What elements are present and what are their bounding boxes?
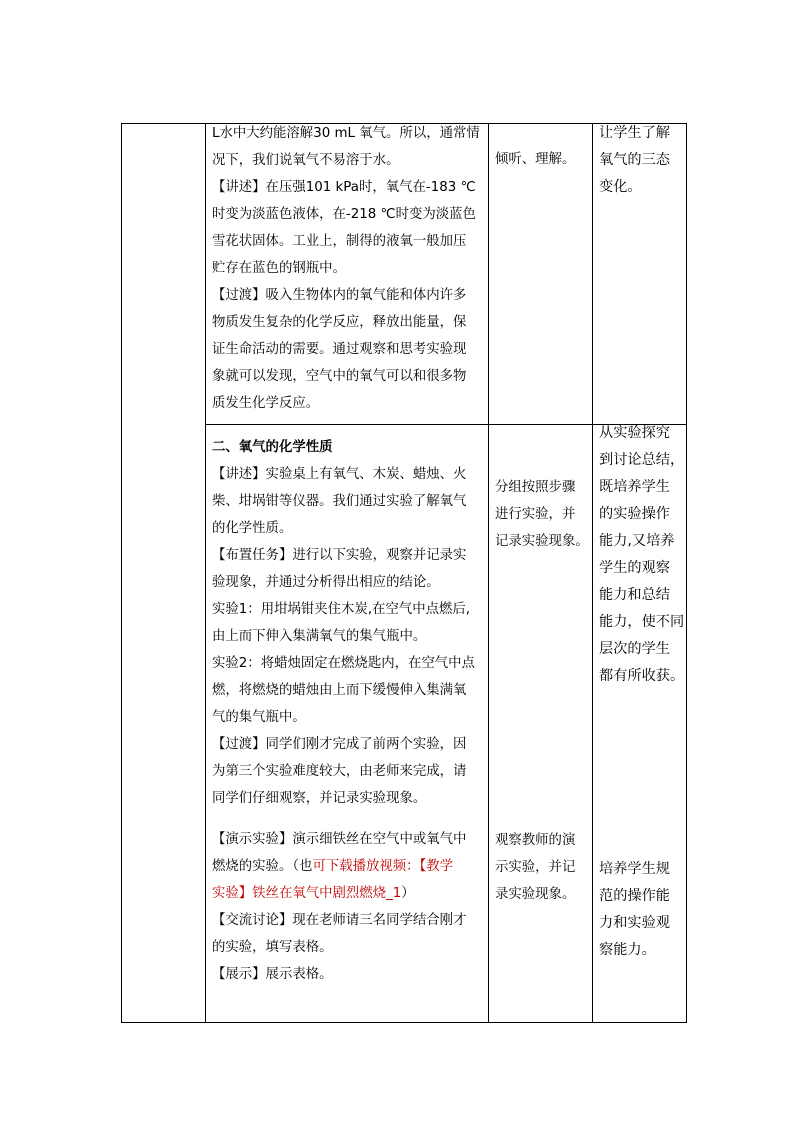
text-line: 燃，将燃烧的蜡烛由上而下缓慢伸入集满氧 <box>212 683 467 698</box>
text-line: 气的集气瓶中。 <box>212 710 306 725</box>
row2-student-activity-a <box>495 474 589 555</box>
row2-teacher-content <box>212 434 484 988</box>
text-line: 由上而下伸入集满氧气的集气瓶中。 <box>212 629 427 644</box>
text-line: 【过渡】吸入生物体内的氧气能和体内许多 <box>212 288 467 303</box>
text-line: 记录实验现象。 <box>495 534 589 549</box>
demo-experiment-line: 实验】铁丝在氧气中剧烈燃烧_1） <box>212 886 415 901</box>
text-line: 能力，使不同 <box>599 614 685 630</box>
section-title: 二、氧气的化学性质 <box>212 440 333 455</box>
text-line: 能力,又培养 <box>599 533 675 549</box>
text-line: 象就可以发现，空气中的氧气可以和很多物 <box>212 369 467 384</box>
text-line: 时变为淡蓝色液体，在-218 ℃时变为淡蓝色 <box>212 207 476 222</box>
text-line: 氧气的三态 <box>599 152 670 168</box>
text-line: 实验2：将蜡烛固定在燃烧匙内，在空气中点 <box>212 656 475 671</box>
text-line: 让学生了解 <box>599 125 670 141</box>
text-line: 的实验，填写表格。 <box>212 940 333 955</box>
text-line: L水中大约能溶解30 mL 氧气。所以，通常情 <box>212 126 480 141</box>
text-line: 为第三个实验难度较大，由老师来完成，请 <box>212 764 467 779</box>
text-line: 实验1：用坩埚钳夹住木炭,在空气中点燃后, <box>212 602 471 617</box>
text-line: 证生命活动的需要。通过观察和思考实验现 <box>212 342 467 357</box>
lesson-plan-table <box>121 123 687 1023</box>
text-line: 雪花状固体。工业上，制得的液氧一般加压 <box>212 234 467 249</box>
text-line: 既培养学生 <box>599 479 670 495</box>
row2-content-part-b <box>212 907 484 988</box>
column-divider <box>488 124 489 1022</box>
row2-design-purpose-a <box>599 420 684 690</box>
text-line: 质发生化学反应。 <box>212 396 320 411</box>
text-line: 录实验现象。 <box>495 887 576 902</box>
text-line: 贮存在蓝色的钢瓶中。 <box>212 261 346 276</box>
text-line: 学生的观察 <box>599 560 670 576</box>
text-line: 【过渡】同学们刚才完成了前两个实验，因 <box>212 737 467 752</box>
student-activity-text: 倾听、理解。 <box>495 152 576 167</box>
text-line: 观察教师的演 <box>495 833 576 848</box>
text-line: 柴、坩埚钳等仪器。我们通过实验了解氧气 <box>212 494 467 509</box>
text-line: 的实验操作 <box>599 506 670 522</box>
text-line: 变化。 <box>599 179 642 195</box>
text-line: 的化学性质。 <box>212 521 293 536</box>
text-line: 进行实验，并 <box>495 507 576 522</box>
row2-content-part-a <box>212 461 484 812</box>
text-line: 【讲述】在压强101 kPa时，氧气在-183 ℃ <box>212 180 476 195</box>
row1-design-purpose <box>599 120 670 201</box>
text-line: 同学们仔细观察，并记录实验现象。 <box>212 791 427 806</box>
row1-student-activity <box>495 146 575 173</box>
text-line: 【讲述】实验桌上有氧气、木炭、蜡烛、火 <box>212 467 467 482</box>
text-line: 都有所收获。 <box>599 668 685 684</box>
video-link[interactable]: 可下载播放视频：【教学 <box>312 859 454 874</box>
demo-experiment-line: 燃烧的实验。（也可下载播放视频：【教学 <box>212 859 454 874</box>
text-line: 验现象，并通过分析得出相应的结论。 <box>212 575 440 590</box>
text-line: 范的操作能 <box>599 888 670 904</box>
demo-experiment-line: 【演示实验】演示细铁丝在空气中或氧气中 <box>212 832 467 847</box>
text-line: 况下，我们说氧气不易溶于水。 <box>212 153 400 168</box>
text-line: 示实验，并记 <box>495 860 576 875</box>
row2-student-activity-b <box>495 827 575 908</box>
text-line: 物质发生复杂的化学反应，释放出能量，保 <box>212 315 467 330</box>
column-divider <box>205 124 206 1022</box>
text-line: 力和实验观 <box>599 915 670 931</box>
text-line: 【布置任务】进行以下实验，观察并记录实 <box>212 548 467 563</box>
row1-teacher-content <box>212 120 484 417</box>
text-line: 【交流讨论】现在老师请三名同学结合刚才 <box>212 913 467 928</box>
text-line: 能力和总结 <box>599 587 670 603</box>
text-line: 分组按照步骤 <box>495 480 576 495</box>
text-line: 培养学生规 <box>599 861 670 877</box>
text-line: 从实验探究 <box>599 425 670 441</box>
text-line: 层次的学生 <box>599 641 670 657</box>
text-line: 察能力。 <box>599 942 656 958</box>
text-line: 到讨论总结， <box>599 452 685 468</box>
column-divider <box>592 124 593 1022</box>
text-line: 【展示】展示表格。 <box>212 967 333 982</box>
video-link[interactable]: 实验】铁丝在氧气中剧烈燃烧_1 <box>212 886 402 901</box>
row2-design-purpose-b <box>599 856 670 964</box>
